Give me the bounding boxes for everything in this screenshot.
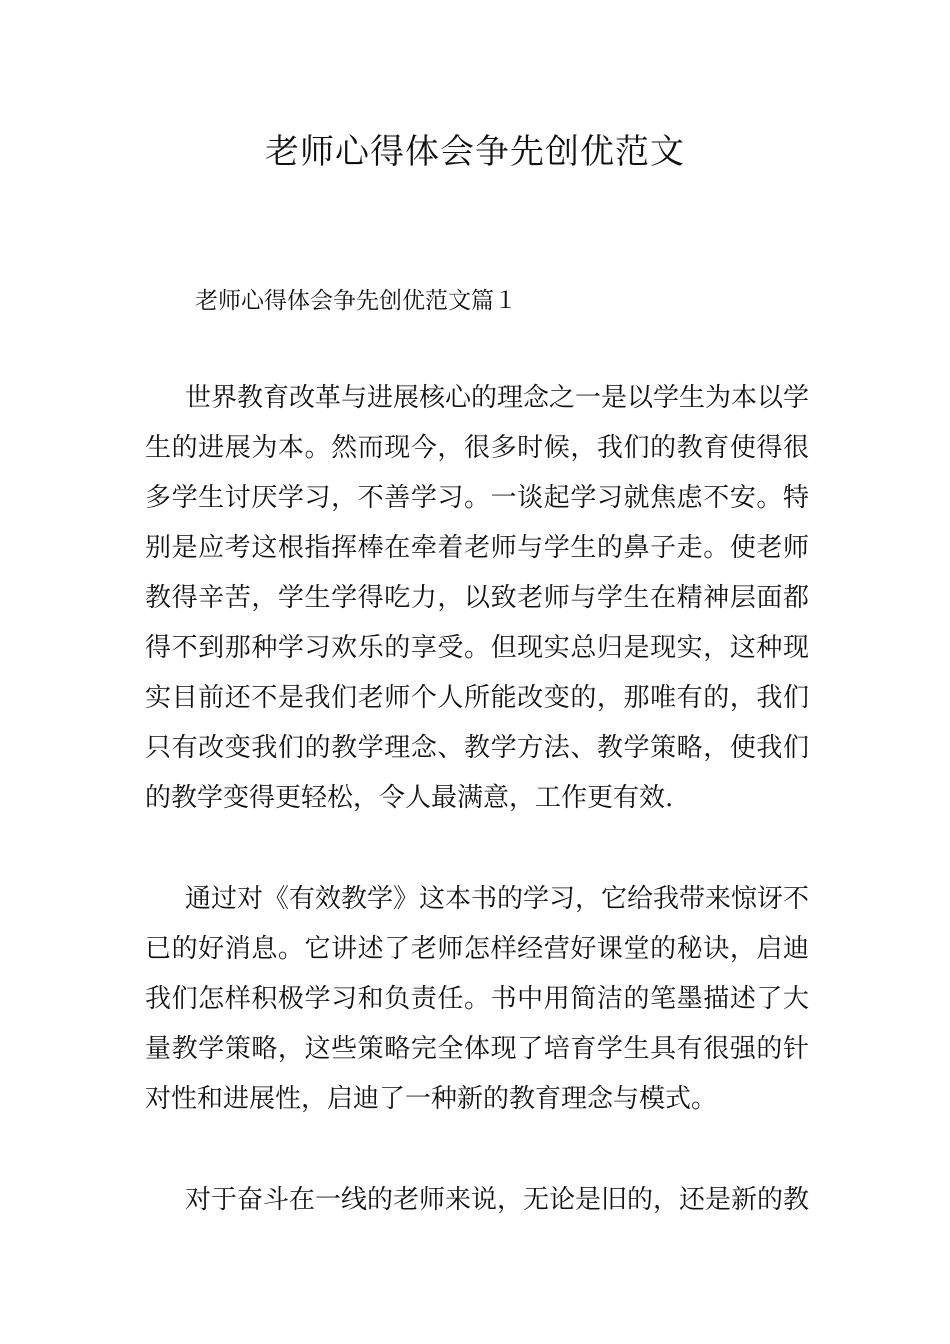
paragraph-3: 对于奋斗在一线的老师来说，无论是旧的，还是新的教 [185,1185,810,1215]
section-heading: 老师心得体会争先创优范文篇１ [195,288,517,314]
document-title: 老师心得体会争先创优范文 [265,132,685,172]
paragraph-2: 通过对《有效教学》这本书的学习，它给我带来惊讶不已的好消息。它讲述了老师怎样经营好课堂的秘诀，启迪我们怎样积极学习和负责任。书中用简洁的笔墨描述了大量教学策略，这些策略完全体现了培育学生具有很强的针对性和进展性，启迪了一种新的教育理念与模式。 [145,884,810,1114]
paragraph-1: 世界教育改革与进展核心的理念之一是以学生为本以学生的进展为本。然而现今，很多时候，我们的教育使得很多学生讨厌学习，不善学习。一谈起学习就焦虑不安。特别是应考这根指挥棒在牵着老师与学生的鼻子走。使老师教得辛苦，学生学得吃力，以致老师与学生在精神层面都得不到那种学习欢乐的享受。但现实总归是现实，这种现实目前还不是我们老师个人所能改变的，那唯有的，我们只有改变我们的教学理念、教学方法、教学策略，使我们的教学变得更轻松，令人最满意，工作更有效. [145,383,810,813]
